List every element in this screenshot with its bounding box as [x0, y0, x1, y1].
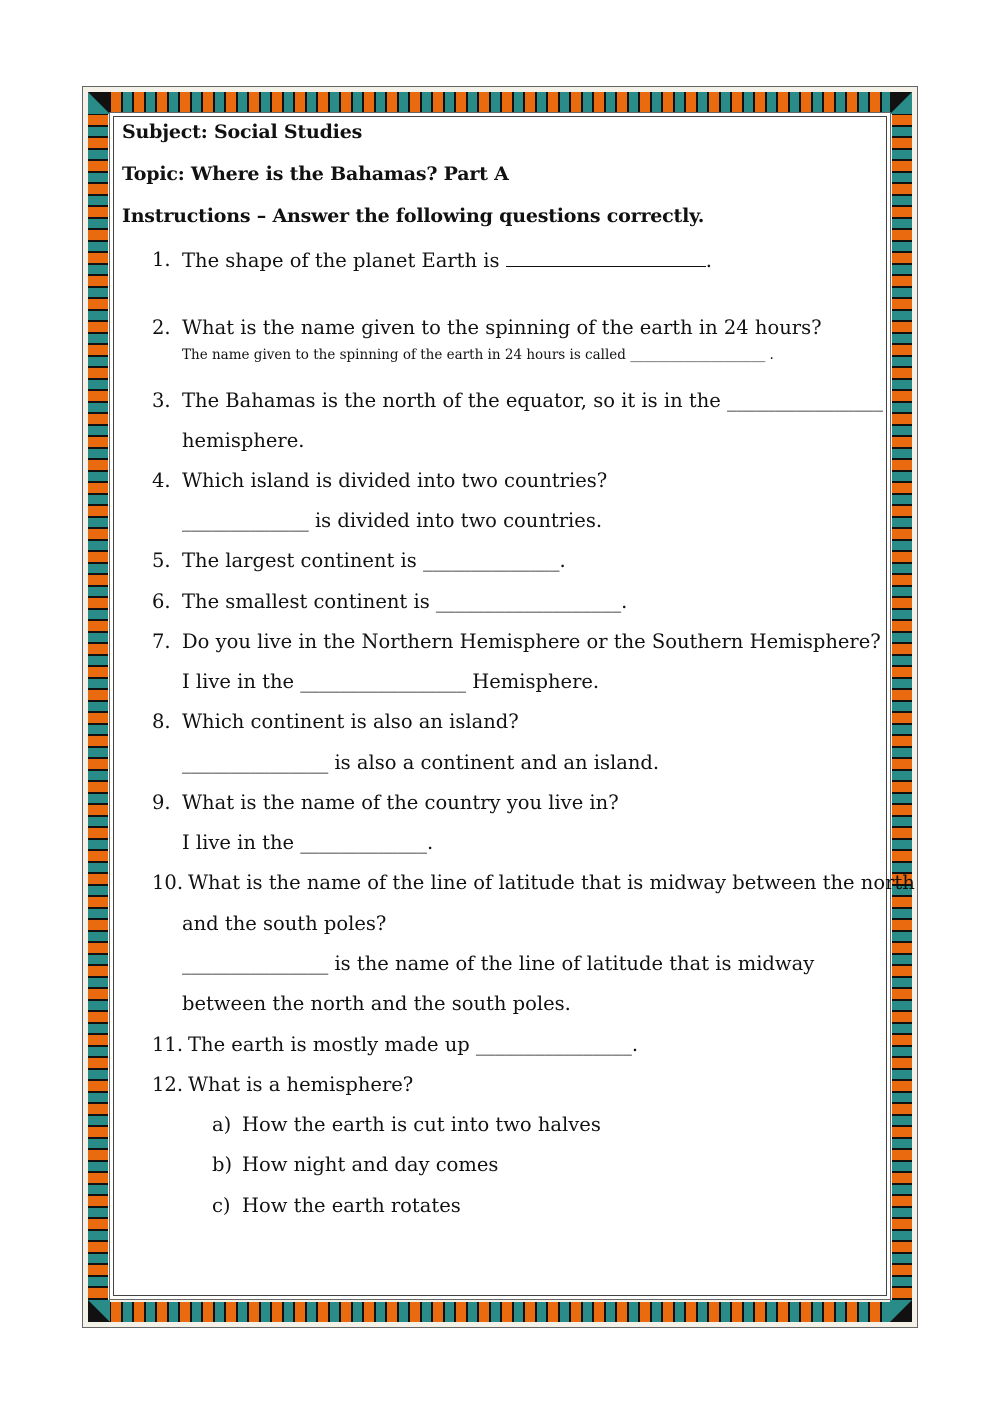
question-number: 6. [152, 590, 171, 613]
question-text: What is the name of the country you live in? [182, 791, 619, 814]
instructions-heading: Instructions – Answer the following questions correctly. [122, 205, 705, 227]
corner-triangle-bottom-left [88, 1300, 110, 1322]
topic-heading: Topic: Where is the Bahamas? Part A [122, 163, 509, 185]
question-text: The earth is mostly made up ________________. [188, 1033, 639, 1056]
question-text [182, 248, 712, 272]
question-1-text: The shape of the planet Earth is [182, 249, 500, 272]
corner-triangle-bottom-right [890, 1300, 912, 1322]
question-number: 5. [152, 549, 171, 572]
question-text: Which island is divided into two countries? [182, 469, 608, 492]
question-2-answer-line: The name given to the spinning of the earth in 24 hours is called ____________________ . [182, 347, 774, 363]
question-text: The largest continent is ______________. [182, 549, 566, 572]
question-10-continuation: and the south poles? [182, 912, 387, 935]
subject-heading: Subject: Social Studies [122, 121, 363, 143]
question-number: 12. [152, 1073, 184, 1096]
question-text: The smallest continent is ___________________. [182, 590, 628, 613]
question-number: 4. [152, 469, 171, 492]
question-1-suffix: . [705, 249, 712, 272]
question-7-answer-line: I live in the _________________ Hemisphere. [182, 670, 600, 693]
option-text: How the earth is cut into two halves [242, 1113, 601, 1136]
question-10-answer-continuation: between the north and the south poles. [182, 992, 571, 1015]
question-10-answer-line: _______________ is the name of the line of latitude that is midway [182, 952, 815, 975]
question-number: 9. [152, 791, 171, 814]
question-number: 11. [152, 1033, 184, 1056]
question-9-answer-line: I live in the _____________. [182, 831, 434, 854]
question-4-answer-line: _____________ is divided into two countries. [182, 509, 603, 532]
question-text: What is a hemisphere? [188, 1073, 414, 1096]
question-3-continuation: hemisphere. [182, 429, 305, 452]
question-text: What is the name given to the spinning of the earth in 24 hours? [182, 316, 822, 339]
question-text: Which continent is also an island? [182, 710, 519, 733]
option-label: b) [212, 1153, 233, 1176]
question-number: 1. [152, 248, 171, 271]
option-text: How the earth rotates [242, 1194, 461, 1217]
question-number: 10. [152, 871, 184, 894]
question-text: What is the name of the line of latitude that is midway between the north [188, 871, 915, 894]
question-number: 7. [152, 630, 171, 653]
question-number: 2. [152, 316, 171, 339]
option-label: c) [212, 1194, 231, 1217]
question-text: Do you live in the Northern Hemisphere or the Southern Hemisphere? [182, 630, 881, 653]
question-8-answer-line: _______________ is also a continent and an island. [182, 751, 660, 774]
corner-triangle-top-left [88, 92, 110, 114]
option-label: a) [212, 1113, 232, 1136]
question-number: 8. [152, 710, 171, 733]
answer-blank-line[interactable] [506, 248, 706, 267]
question-text: The Bahamas is the north of the equator, so it is in the ________________ [182, 389, 883, 412]
option-text: How night and day comes [242, 1153, 499, 1176]
question-number: 3. [152, 389, 171, 412]
worksheet-content [113, 116, 915, 1296]
corner-triangle-top-right [890, 92, 912, 114]
